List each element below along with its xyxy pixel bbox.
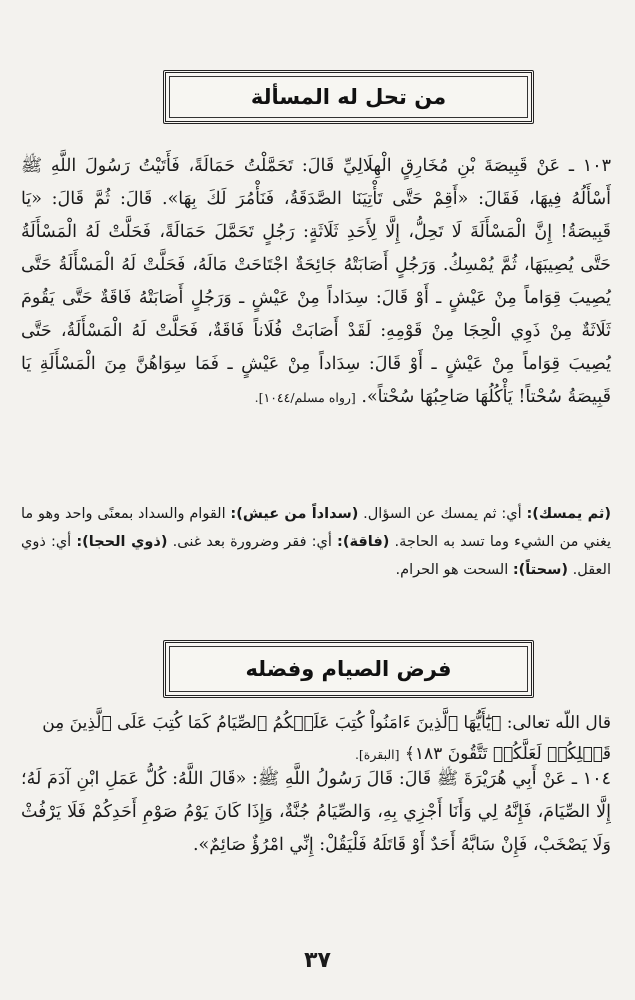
hadith-text: ١٠٣ ـ عَنْ قَبِيصَةَ بْنِ مُخَارِقٍ الْهِلَالِيِّ قَالَ: تَحَمَّلْتُ حَمَالَةً، فَأَتَيْتُ رَسُولَ اللَّهِ ﷺ أَسْأَلُهُ فِيهَا، فَقَالَ: «أَقِمْ حَتَّى تَأْتِيَنَا الصَّدَقَةُ، فَنَأْمُرَ لَكَ بِهَا». قَالَ: ثُمَّ قَالَ: «يَا قَبِيصَةُ! إِنَّ الْمَسْأَلَةَ لَا تَحِلُّ، إِلَّا لِأَحَدِ ثَلَاثَةٍ: رَجُلٍ تَحَمَّلَ حَمَالَةً، فَحَلَّتْ لَهُ الْمَسْأَلَةُ حَتَّى يُصِيبَهَا، ثُمَّ يُمْسِكُ. وَرَجُلٍ أَصَابَتْهُ جَائِحَةٌ اجْتَاحَتْ مَالَهُ، فَحَلَّتْ لَهُ الْمَسْأَلَةُ حَتَّى يُصِيبَ قِوَاماً مِنْ عَيْشٍ ـ أَوْ قَالَ: سِدَاداً مِنْ عَيْشٍ ـ وَرَجُلٍ أَصَابَتْهُ فَاقَةٌ حَتَّى يَقُومَ ثَلَاثَةٌ مِنْ ذَوِي الْحِجَا مِنْ قَوْمِهِ: لَقَدْ أَصَابَتْ فُلَاناً فَاقَةٌ، فَحَلَّتْ لَهُ الْمَسْأَلَةُ، حَتَّى يُصِيبَ قِوَاماً مِنْ عَيْشٍ ـ أَوْ قَالَ: سِدَاداً مِنْ عَيْشٍ ـ فَمَا سِوَاهُنَّ مِنَ الْمَسْأَلَةِ يَا قَبِيصَةُ سُحْتاً! يَأْكُلُهَا صَاحِبُهَا سُحْتاً». xyxy=(21,156,611,407)
verse-source: [البقرة]. xyxy=(354,747,400,762)
section-title-box xyxy=(163,70,534,124)
note-text: القوام والسداد بمعنًى واحد وهو ما يغني من الشيء وما تسد به الحاجة. xyxy=(21,506,612,550)
hadith-source: [رواه مسلم/١٠٤٤]. xyxy=(254,390,356,405)
verse-intro: قال اللّه تعالى: xyxy=(501,713,611,733)
note-text: السحت هو الحرام. xyxy=(395,562,513,578)
glossary-notes xyxy=(21,500,611,584)
note-term: (سداداً من عيش): xyxy=(230,506,359,522)
note-text: أي: فقر وضرورة بعد غنى. xyxy=(167,534,338,550)
note-term: (سحتاً): xyxy=(512,562,569,578)
quran-verse xyxy=(21,708,611,770)
verse-text: ﴿يَٰٓأَيُّهَا ٱلَّذِينَ ءَامَنُواْ كُتِبَ عَلَيۡكُمُ ٱلصِّيَامُ كَمَا كُتِبَ عَلَى ٱلَّذِينَ مِن قَبۡلِكُمۡ لَعَلَّكُمۡ تَتَّقُونَ ١٨٣﴾ xyxy=(42,713,611,764)
note-term: (ثم يمسك): xyxy=(526,506,612,522)
hadith-104 xyxy=(21,763,611,862)
note-term: (ذوي الحجا): xyxy=(76,534,168,550)
note-term: (فاقة): xyxy=(337,534,390,550)
section-title: من تحل له المسألة xyxy=(250,85,447,109)
section-title-box xyxy=(163,640,534,698)
hadith-text: ١٠٤ ـ عَنْ أَبِي هُرَيْرَةَ ﷺ قَالَ: قَالَ رَسُولُ اللَّهِ ﷺ: «قَالَ اللَّهُ: كُلُّ عَمَلِ ابْنِ آدَمَ لَهُ؛ إِلَّا الصِّيَامَ، فَإِنَّهُ لِي وَأَنَا أَجْزِي بِهِ، وَالصِّيَامُ جُنَّةٌ، وَإِذَا كَانَ يَوْمُ صَوْمِ أَحَدِكُمْ فَلَا يَرْفُثْ وَلَا يَصْخَبْ، فَإِنْ سَابَّهُ أَحَدٌ أَوْ قَاتَلَهُ فَلْيَقُلْ: إِنِّي امْرُؤٌ صَائِمٌ». xyxy=(21,769,611,855)
note-text: أي: ثم يمسك عن السؤال. xyxy=(358,506,527,522)
note-text: أي: ذوي العقل. xyxy=(21,534,611,578)
page-number: ٣٧ xyxy=(304,948,331,973)
hadith-103 xyxy=(21,150,611,414)
section-title: فرض الصيام وفضله xyxy=(245,657,452,681)
